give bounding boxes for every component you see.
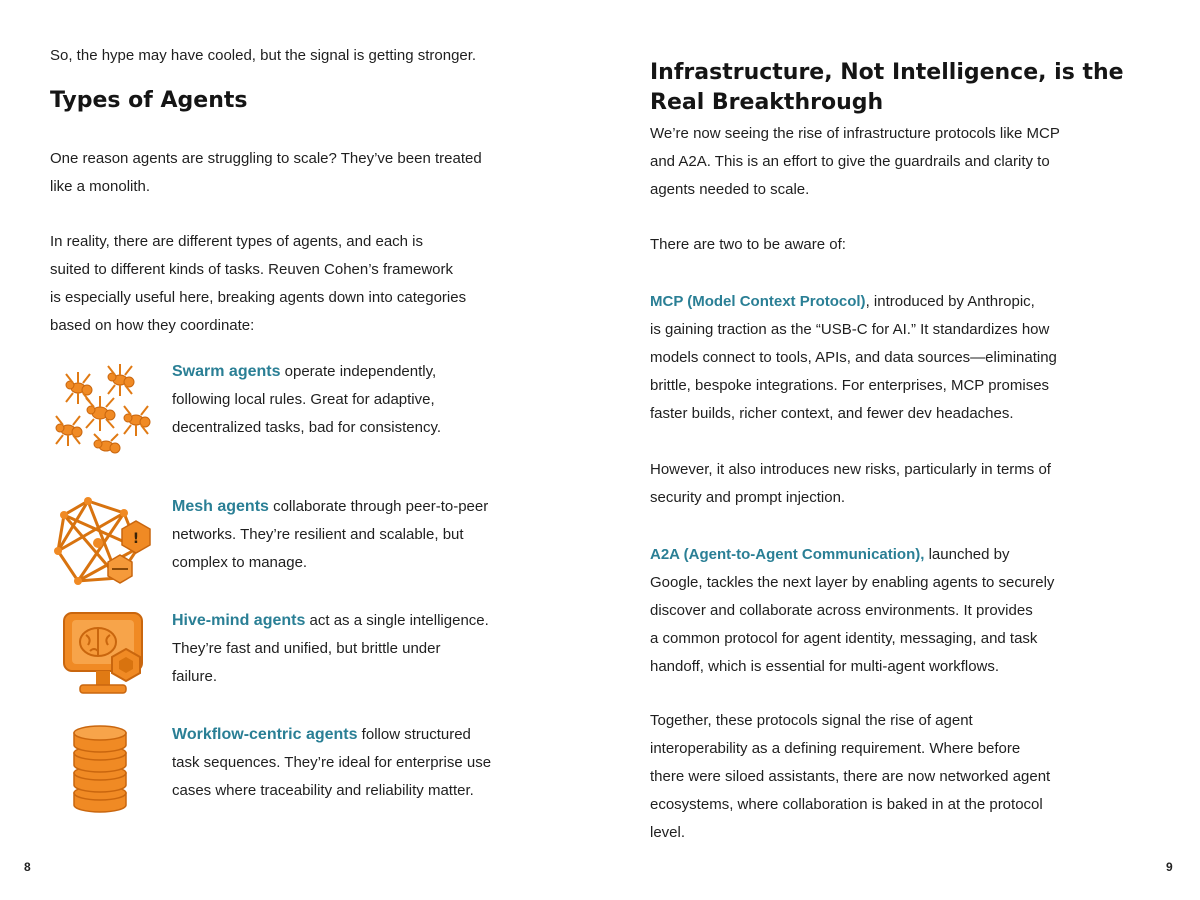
text-line: based on how they coordinate: [50, 317, 255, 334]
text-line: level. [650, 824, 686, 841]
mesh-agents-term: Mesh agents [172, 498, 269, 515]
text-line: like a monolith. [50, 178, 151, 195]
text-line: is especially useful here, breaking agents down into categories [50, 289, 467, 306]
swarm-icon [48, 358, 158, 458]
text-line: agents needed to scale. [650, 181, 810, 198]
hive-mind-icon [48, 607, 158, 707]
text-line: a common protocol for agent identity, messaging, and task [650, 630, 1038, 647]
text-line: One reason agents are struggling to scale? They’ve been treated [50, 150, 482, 167]
hive-mind-description [172, 607, 562, 691]
swarm-agents-term: Swarm agents [172, 363, 281, 380]
text-line: discover and collaborate across environments. It provides [650, 602, 1033, 619]
text-line: and A2A. This is an effort to give the guardrails and clarity to [650, 153, 1050, 170]
right-page [600, 0, 1200, 900]
together-paragraph [650, 707, 1140, 847]
text-line: task sequences. They’re ideal for enterprise use [172, 754, 492, 771]
text-line: However, it also introduces new risks, particularly in terms of [650, 461, 1051, 478]
text-line: complex to manage. [172, 554, 308, 571]
agent-type-hive-mind [48, 607, 568, 717]
agent-type-mesh [48, 493, 568, 603]
text-line: We’re now seeing the rise of infrastructure protocols like MCP [650, 125, 1060, 142]
text-line: interoperability as a defining requirement. Where before [650, 740, 1021, 757]
swarm-description [172, 358, 562, 442]
text-line: In reality, there are different types of agents, and each is [50, 233, 424, 250]
text-line: decentralized tasks, bad for consistency. [172, 419, 442, 436]
text-line: Google, tackles the next layer by enabling agents to securely [650, 574, 1055, 591]
text-line: networks. They’re resilient and scalable, but [172, 526, 464, 543]
text-line: ecosystems, where collaboration is baked in at the protocol [650, 796, 1043, 813]
framework-paragraph [50, 228, 570, 340]
mesh-icon [48, 493, 158, 593]
a2a-paragraph [650, 541, 1140, 681]
hive-mind-agents-term: Hive-mind agents [172, 612, 306, 629]
text-line: , introduced by Anthropic, [865, 293, 1035, 310]
agent-type-swarm [48, 358, 568, 468]
text-line: failure. [172, 668, 218, 685]
text-line: follow structured [357, 726, 471, 743]
text-line: faster builds, richer context, and fewer dev headaches. [650, 405, 1014, 422]
text-line: handoff, which is essential for multi-agent workflows. [650, 658, 1000, 675]
a2a-term: A2A (Agent-to-Agent Communication), [650, 546, 925, 563]
mcp-paragraph [650, 288, 1140, 428]
text-line: cases where traceability and reliability matter. [172, 782, 474, 799]
text-line: there were siloed assistants, there are now networked agent [650, 768, 1051, 785]
mcp-term: MCP (Model Context Protocol) [650, 293, 866, 310]
heading-line: Real Breakthrough [650, 90, 884, 115]
text-line: collaborate through peer-to-peer [268, 498, 489, 515]
text-line: following local rules. Great for adaptive, [172, 391, 435, 408]
risks-paragraph [650, 456, 1140, 512]
heading-line: Infrastructure, Not Intelligence, is the [650, 60, 1124, 85]
workflow-icon [48, 721, 158, 821]
svg-text:!: ! [132, 531, 140, 547]
mesh-description [172, 493, 562, 577]
text-line: Together, these protocols signal the rise of agent [650, 712, 973, 729]
text-line: is gaining traction as the “USB-C for AI.” It standardizes how [650, 321, 1050, 338]
monolith-paragraph [50, 145, 570, 201]
infrastructure-heading [650, 58, 1170, 118]
text-line: brittle, bespoke integrations. For enterprises, MCP promises [650, 377, 1050, 394]
text-line: operate independently, [280, 363, 437, 380]
text-line: launched by [924, 546, 1010, 563]
text-line: They’re fast and unified, but brittle under [172, 640, 441, 657]
text-line: act as a single intelligence. [305, 612, 489, 629]
text-line: suited to different kinds of tasks. Reuven Cohen’s framework [50, 261, 453, 278]
agent-type-workflow-centric [48, 721, 568, 831]
intro-sentence: So, the hype may have cooled, but the signal is getting stronger. [50, 47, 477, 64]
text-line: security and prompt injection. [650, 489, 846, 506]
workflow-description [172, 721, 562, 805]
text-line: models connect to tools, APIs, and data sources—eliminating [650, 349, 1057, 366]
workflow-agents-term: Workflow-centric agents [172, 726, 358, 743]
two-protocols-sentence: There are two to be aware of: [650, 236, 846, 253]
protocols-intro-paragraph [650, 120, 1140, 204]
types-of-agents-heading: Types of Agents [50, 88, 248, 113]
page-number-left: 8 [24, 860, 31, 874]
page-number-right: 9 [1166, 860, 1173, 874]
